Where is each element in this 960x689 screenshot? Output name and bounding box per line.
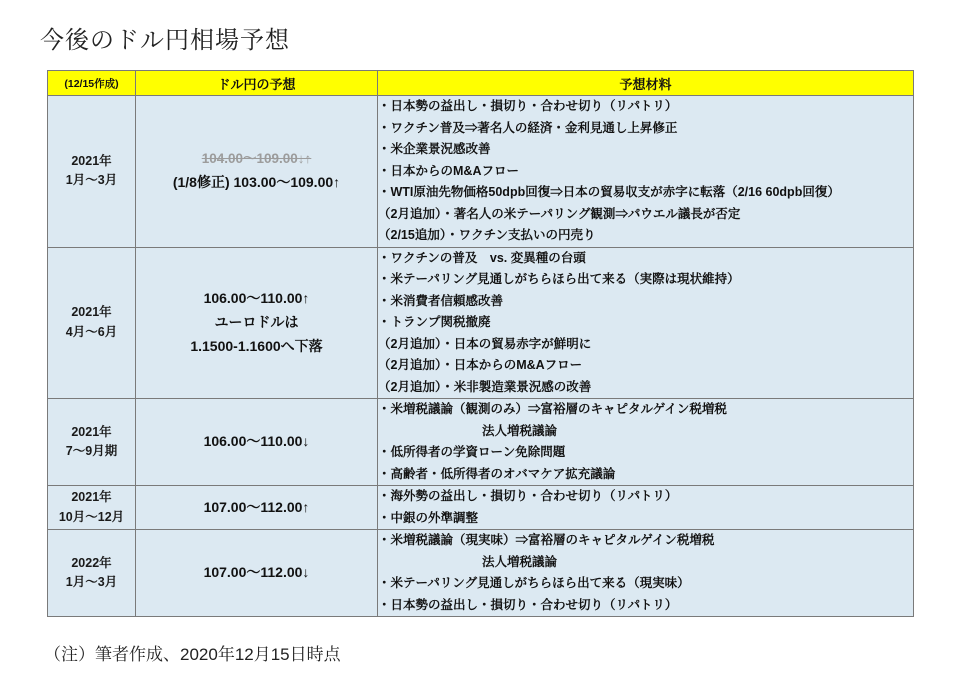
period-year: 2022年 — [71, 555, 112, 570]
period-cell — [48, 486, 136, 530]
forecast-line: (1/8修正) 103.00～109.00↑ — [172, 173, 341, 190]
material-note: ・日本からのM&Aフロー — [378, 163, 519, 178]
material-note: （2月追加）・米非製造業景況感の改善 — [378, 379, 592, 394]
header-forecast: ドル円の予想 — [136, 71, 378, 96]
header-material: 予想材料 — [378, 71, 914, 96]
footnote: （注）筆者作成、2020年12月15日時点 — [44, 645, 341, 664]
period-months: 4月～6月 — [65, 324, 118, 339]
period-months: 1月～3月 — [65, 575, 118, 589]
period-cell — [48, 96, 136, 248]
period-year: 2021年 — [71, 305, 112, 320]
material-note: ・米企業景況感改善 — [378, 142, 491, 156]
forecast-line: ユーロドルは — [214, 313, 299, 330]
material-cell — [378, 96, 914, 248]
page-title: 今後のドル円相場予想 — [40, 27, 290, 54]
material-note: ・米テーパリング見通しがちらほら出て来る（現実味） — [378, 576, 690, 590]
forecast-line: 106.00～110.00↑ — [203, 290, 310, 307]
forecast-revised-old: 104.00～109.00↓↑ — [201, 150, 312, 166]
material-note: ・海外勢の益出し・損切り・合わせ切り（リパトリ） — [378, 489, 678, 503]
material-note: （2月追加）・日本からのM&Aフロー — [378, 358, 583, 372]
material-cell — [378, 247, 914, 399]
period-year: 2021年 — [71, 153, 112, 168]
material-note: （2月追加）・著名人の米テーパリング観測⇒パウエル議長が否定 — [378, 206, 741, 221]
material-note: ・米増税議論（観測のみ）⇒富裕層のキャピタルゲイン税増税 — [378, 402, 727, 416]
material-note: ・高齢者・低所得者のオバマケア拡充議論 — [378, 466, 616, 481]
table-row — [48, 96, 914, 248]
table-row — [48, 399, 914, 486]
material-note: ・WTI原油先物価格50dpb回復⇒日本の貿易収支が赤字に転落（2/16 60dpb回復） — [378, 185, 840, 199]
header-period: (12/15作成) — [48, 71, 136, 96]
table-header-row — [48, 71, 914, 96]
period-months: 10月～12月 — [58, 509, 125, 524]
material-note: 法人増税議論 — [482, 423, 558, 438]
forecast-cell — [136, 486, 378, 530]
material-note: ・米消費者信頼感改善 — [378, 293, 504, 308]
period-months: 1月～3月 — [65, 173, 118, 188]
forecast-line: 1.1500-1.1600へ下落 — [190, 337, 323, 354]
material-note: 法人増税議論 — [482, 554, 558, 569]
material-note: ・日本勢の益出し・損切り・合わせ切り（リパトリ） — [378, 99, 678, 113]
material-note: ・ワクチン普及⇒著名人の経済・金利見通し上昇修正 — [378, 120, 678, 135]
table-row — [48, 486, 914, 530]
material-note: （2/15追加）・ワクチン支払いの円売り — [378, 228, 596, 242]
period-months: 7～9月期 — [65, 444, 118, 458]
forecast-cell — [136, 247, 378, 399]
material-cell — [378, 399, 914, 486]
forecast-line: 107.00～112.00↓ — [203, 564, 310, 581]
forecast-table — [47, 70, 914, 617]
forecast-cell — [136, 530, 378, 617]
material-note: ・トランプ関税撤廃 — [378, 315, 491, 329]
material-cell — [378, 486, 914, 530]
material-note: ・ワクチンの普及 vs. 変異種の台頭 — [378, 250, 586, 265]
material-note: ・日本勢の益出し・損切り・合わせ切り（リパトリ） — [378, 597, 678, 612]
period-cell — [48, 247, 136, 399]
table-row — [48, 247, 914, 399]
table-row — [48, 530, 914, 617]
period-cell — [48, 530, 136, 617]
material-cell — [378, 530, 914, 617]
forecast-cell — [136, 96, 378, 248]
material-note: （2月追加）・日本の貿易赤字が鮮明に — [378, 336, 592, 351]
forecast-line: 106.00～110.00↓ — [203, 433, 310, 450]
forecast-cell — [136, 399, 378, 486]
period-year: 2021年 — [71, 424, 112, 439]
period-year: 2021年 — [71, 490, 112, 505]
material-note: ・低所得者の学資ローン免除問題 — [378, 445, 566, 459]
forecast-line: 107.00～112.00↑ — [203, 498, 310, 515]
material-note: ・米増税議論（現実味）⇒富裕層のキャピタルゲイン税増税 — [378, 533, 715, 547]
forecast-table-container — [47, 70, 913, 617]
material-note: ・中銀の外準調整 — [378, 510, 479, 525]
material-note: ・米テーパリング見通しがちらほら出て来る（実際は現状維持） — [378, 272, 740, 286]
period-cell — [48, 399, 136, 486]
